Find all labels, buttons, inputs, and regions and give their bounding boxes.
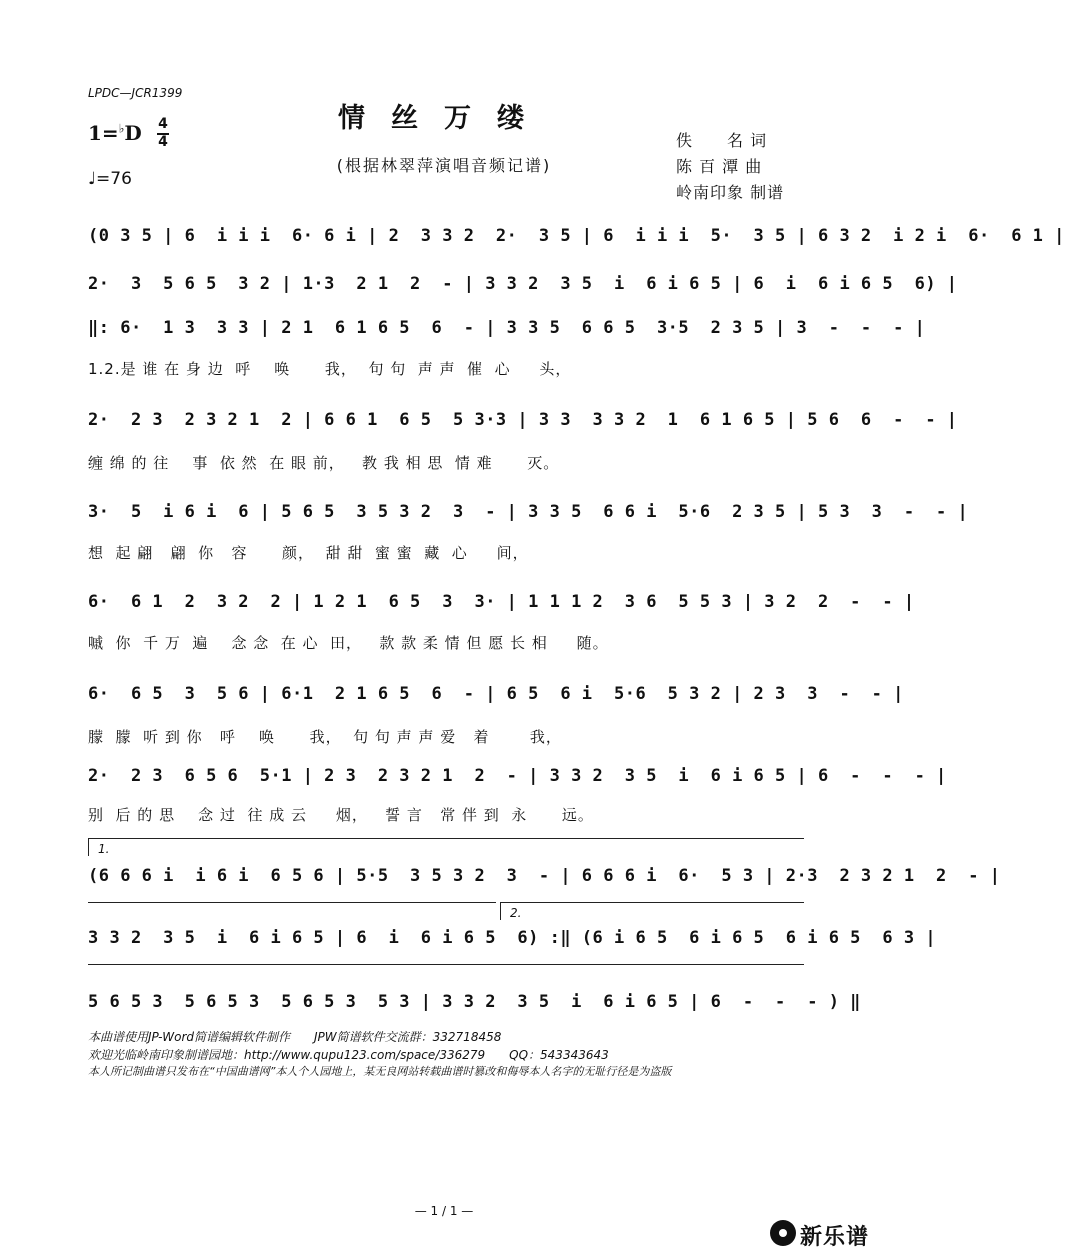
score-row-8: 2· 2 3 6 5 6 5·1 | 2 3 2 3 2 1 2 - | 3 3 2 3 5 i 6 i 6 5 | 6 - - - |	[88, 766, 947, 786]
quarter-note-icon: ♩	[88, 169, 97, 189]
score-row-6: 6· 6 1 2 3 2 2 | 1 2 1 6 5 3 3· | 1 1 1 2 3 6 5 5 3 | 3 2 2 - - |	[88, 592, 915, 612]
ending-1-tick	[88, 838, 89, 856]
lyric-line-1: 1.2.是 谁 在 身 边 呼 唤 我， 句 句 声 声 催 心 头，	[88, 360, 572, 378]
key-signature: 1=♭D	[88, 121, 142, 145]
ending-1-label: 1.	[98, 842, 110, 856]
score-row-9: (6 6 6 i i 6 i 6 5 6 | 5·5 3 5 3 2 3 - | 6 6 6 i 6· 5 3 | 2·3 2 3 2 1 2 - |	[88, 866, 1001, 886]
logo-text: 新乐谱	[800, 1225, 870, 1250]
site-logo	[770, 1218, 882, 1250]
ending-1-bracket-cont	[88, 902, 496, 903]
tempo-marking: ♩=76	[88, 169, 132, 189]
ending-1-bracket	[88, 838, 804, 839]
ending-2-bracket-cont	[88, 964, 804, 965]
song-title: 情丝万缕	[338, 103, 550, 134]
footer-copyright-note: 本人所记制曲谱只发布在“中国曲谱网”本人个人园地上，某无良网站转载曲谱时篡改和侮辱本人名字的无耻行径是为盗版	[88, 1065, 672, 1078]
record-center-icon	[779, 1229, 787, 1237]
score-row-7: 6· 6 5 3 5 6 | 6·1 2 1 6 5 6 - | 6 5 6 i 5·6 5 3 2 | 2 3 3 - - |	[88, 684, 904, 704]
ending-2-bracket	[500, 902, 804, 903]
lyric-line-2: 缠 绵 的 往 事 依 然 在 眼 前， 教 我 相 思 情 难 灭。	[88, 454, 560, 472]
footer-software-note: 本曲谱使用JP-Word简谱编辑软件制作 JPW简谱软件交流群：332718458	[88, 1030, 502, 1044]
ending-2-label: 2.	[510, 906, 522, 920]
lyric-line-5: 朦 朦 听 到 你 呼 唤 我， 句 句 声 声 爱 着 我，	[88, 728, 562, 746]
score-row-5: 3· 5 i 6 i 6 | 5 6 5 3 5 3 2 3 - | 3 3 5 6 6 i 5·6 2 3 5 | 5 3 3 - - |	[88, 502, 969, 522]
score-row-2: 2· 3 5 6 5 3 2 | 1·3 2 1 2 - | 3 3 2 3 5 i 6 i 6 5 | 6 i 6 i 6 5 6) |	[88, 274, 958, 294]
score-row-11: 5 6 5 3 5 6 5 3 5 6 5 3 5 3 | 3 3 2 3 5 i 6 i 6 5 | 6 - - - ) ‖	[88, 992, 861, 1012]
score-code: LPDC—JCR1399	[88, 86, 183, 100]
credit-composer: 陈 百 潭 曲	[676, 157, 763, 176]
lyric-line-4: 嘁 你 千 万 遍 念 念 在 心 田， 款 款 柔 情 但 愿 长 相 随。	[88, 634, 609, 652]
song-subtitle: (根据林翠萍演唱音频记谱)	[336, 156, 552, 175]
ending-2-tick	[500, 902, 501, 920]
lyric-line-6: 别 后 的 思 念 过 往 成 云 烟， 誓 言 常 伴 到 永 远。	[88, 806, 594, 824]
score-row-10: 3 3 2 3 5 i 6 i 6 5 | 6 i 6 i 6 5 6) :‖ (6 i 6 5 6 i 6 5 6 i 6 5 6 3 |	[88, 928, 937, 948]
footer-website-note: 欢迎光临岭南印象制谱园地：http://www.qupu123.com/space/336279 QQ：543343643	[88, 1048, 609, 1062]
page-number: — 1 / 1 —	[414, 1204, 474, 1218]
credit-transcriber: 岭南印象 制谱	[676, 183, 785, 202]
score-row-4: 2· 2 3 2 3 2 1 2 | 6 6 1 6 5 5 3·3 | 3 3 3 3 2 1 6 1 6 5 | 5 6 6 - - |	[88, 410, 958, 430]
lyric-line-3: 想 起 翩 翩 你 容 颜， 甜 甜 蜜 蜜 藏 心 间，	[88, 544, 529, 562]
time-signature: 4 4	[158, 116, 168, 150]
score-row-1: (0 3 5 | 6 i i i 6· 6 i | 2 3 3 2 2· 3 5 | 6 i i i 5· 3 5 | 6 3 2 i 2 i 6· 6 1 |	[88, 226, 1065, 246]
score-row-3: ‖: 6· 1 3 3 3 | 2 1 6 1 6 5 6 - | 3 3 5 6 6 5 3·5 2 3 5 | 3 - - - |	[88, 318, 926, 338]
credit-lyricist: 佚 名 词	[676, 131, 768, 150]
